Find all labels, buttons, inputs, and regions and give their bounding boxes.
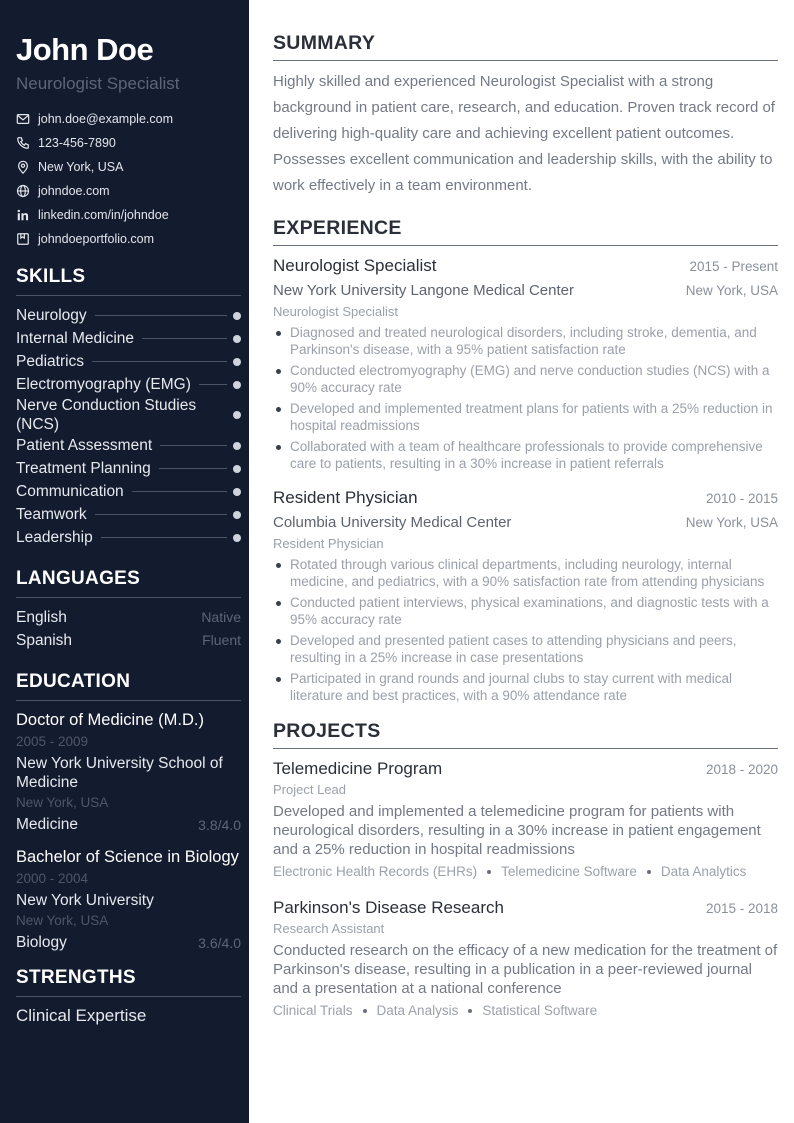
skill-item: [16, 350, 241, 373]
strengths-section: [16, 966, 241, 1027]
skill-label: Neurology: [16, 306, 87, 324]
skill-label: Internal Medicine: [16, 329, 135, 347]
tag-separator-dot: [647, 870, 651, 874]
skill-item: [16, 434, 241, 457]
languages-section: [16, 567, 241, 652]
project-entry: [273, 757, 778, 882]
job-bullet: Diagnosed and treated neurological disorders, including stroke, dementia, and Parkinson's disease, with a 95% patient satisfaction rate: [273, 324, 778, 358]
project-description: Conducted research on the efficacy of a new medication for the treatment of Parkinson's disease, resulting in a publication in a peer-reviewed journal and a presentation at a national conference: [273, 942, 778, 997]
skill-label: Leadership: [16, 528, 93, 546]
job-bullet: Collaborated with a team of healthcare professionals to provide comprehensive care to patients, resulting in a 30% increase in patient referrals: [273, 438, 778, 472]
job-bullet: Rotated through various clinical departments, including neurology, internal medicine, and pediatrics, with a 90% satisfaction rate from attending physicians: [273, 556, 778, 590]
summary-text: Highly skilled and experienced Neurologist Specialist with a strong background in patient care, research, and education. Proven track record of delivering high-quality care and achieving excellent patient outcomes. Possesses excellent communication and leadership skills, with the ability to work effectively in a team environment.: [273, 73, 775, 194]
skill-divider: [101, 537, 227, 538]
skill-divider: [92, 361, 227, 362]
job-entry: [273, 486, 778, 704]
project-tag: Electronic Health Records (EHRs): [273, 864, 478, 879]
job-company: Columbia University Medical Center: [273, 514, 512, 531]
contact-website[interactable]: [16, 179, 241, 203]
education-location: New York, USA: [16, 913, 109, 928]
skill-divider: [159, 468, 227, 469]
projects-section: [273, 718, 778, 1021]
tag-separator-dot: [468, 1009, 472, 1013]
project-dates: 2015 - 2018: [705, 901, 778, 916]
job-bullet: Conducted electromyography (EMG) and nerve conduction studies (NCS) with a 90% accuracy rate: [273, 362, 778, 396]
skill-divider: [95, 514, 227, 515]
project-tag: Telemedicine Software: [501, 864, 637, 879]
skill-label: Treatment Planning: [16, 459, 151, 477]
education-school: New York University: [16, 892, 154, 909]
project-entry: [273, 896, 778, 1021]
job-location: New York, USA: [685, 283, 778, 298]
skill-dot: [233, 465, 241, 473]
skill-dot: [233, 442, 241, 450]
skill-item: [16, 396, 241, 434]
education-school: New York University School of Medicine: [16, 755, 223, 791]
education-field: Biology: [16, 934, 67, 951]
summary-section: [273, 30, 778, 199]
skills-section: [16, 265, 241, 549]
phone-text: 123-456-7890: [38, 136, 116, 150]
skill-dot: [233, 511, 241, 519]
candidate-name: John Doe: [16, 32, 154, 67]
skill-divider: [132, 491, 227, 492]
job-dates: 2010 - 2015: [705, 491, 778, 506]
project-role: Research Assistant: [273, 921, 385, 936]
location-text: New York, USA: [38, 160, 124, 174]
skill-item: [16, 457, 241, 480]
language-level: Native: [201, 609, 241, 625]
skills-heading: SKILLS: [16, 265, 241, 296]
project-tag: Clinical Trials: [273, 1003, 353, 1018]
sidebar: [0, 0, 249, 1123]
education-degree: Doctor of Medicine (M.D.): [16, 711, 204, 729]
education-item: [16, 709, 241, 836]
job-bullets: [273, 556, 778, 704]
skill-dot: [233, 358, 241, 366]
project-role: Project Lead: [273, 782, 346, 797]
education-dates: 2000 - 2004: [16, 871, 89, 886]
education-gpa: 3.8/4.0: [198, 817, 241, 833]
skill-divider: [160, 445, 227, 446]
skill-item: [16, 327, 241, 350]
education-section: [16, 670, 241, 954]
envelope-icon: [16, 112, 30, 126]
main-content: [273, 30, 778, 1035]
education-gpa: 3.6/4.0: [198, 935, 241, 951]
language-item: [16, 606, 241, 629]
skill-divider: [95, 315, 227, 316]
job-bullet: Developed and implemented treatment plans for patients with a 25% reduction in hospital readmissions: [273, 400, 778, 434]
project-tag: Statistical Software: [482, 1003, 598, 1018]
skill-label: Electromyography (EMG): [16, 375, 191, 393]
education-field-row: [16, 814, 241, 836]
project-tag: Data Analysis: [376, 1003, 459, 1018]
linkedin-text: linkedin.com/in/johndoe: [38, 208, 169, 222]
globe-icon: [16, 184, 30, 198]
email-text: john.doe@example.com: [38, 112, 173, 126]
education-location: New York, USA: [16, 795, 109, 810]
education-field-row: [16, 932, 241, 954]
tag-separator-dot: [363, 1009, 367, 1013]
education-heading: EDUCATION: [16, 670, 241, 701]
skill-label: Patient Assessment: [16, 436, 153, 454]
strengths-heading: STRENGTHS: [16, 966, 241, 997]
contact-email[interactable]: [16, 107, 241, 131]
job-role: Resident Physician: [273, 536, 384, 551]
strength-item: Clinical Expertise: [16, 1006, 147, 1025]
languages-heading: LANGUAGES: [16, 567, 241, 598]
skill-divider: [142, 338, 227, 339]
summary-heading: SUMMARY: [273, 30, 778, 61]
job-bullet: Developed and presented patient cases to attending physicians and peers, resulting in a 25% increase in case presentations: [273, 632, 778, 666]
skill-dot: [233, 411, 241, 419]
education-degree: Bachelor of Science in Biology: [16, 848, 239, 866]
language-name: Spanish: [16, 632, 73, 649]
skill-label: Nerve Conduction Studies (NCS): [16, 397, 197, 433]
portfolio-text: johndoeportfolio.com: [38, 232, 155, 246]
skill-item: [16, 503, 241, 526]
experience-section: [273, 215, 778, 704]
education-dates: 2005 - 2009: [16, 734, 89, 749]
skill-label: Pediatrics: [16, 352, 85, 370]
project-dates: 2018 - 2020: [705, 762, 778, 777]
skill-label: Communication: [16, 482, 124, 500]
project-tags: [273, 1000, 778, 1021]
skill-label: Teamwork: [16, 505, 87, 523]
portfolio-icon: [16, 232, 30, 246]
project-tags: [273, 861, 778, 882]
experience-heading: EXPERIENCE: [273, 215, 778, 246]
skill-dot: [233, 488, 241, 496]
job-company: New York University Langone Medical Center: [273, 282, 574, 299]
skill-dot: [233, 381, 241, 389]
skill-item: [16, 526, 241, 549]
skill-dot: [233, 534, 241, 542]
phone-icon: [16, 136, 30, 150]
job-entry: [273, 254, 778, 472]
contact-portfolio[interactable]: [16, 227, 241, 251]
candidate-title: Neurologist Specialist: [16, 74, 180, 93]
language-name: English: [16, 609, 67, 626]
contact-phone[interactable]: [16, 131, 241, 155]
skill-divider: [209, 415, 227, 416]
project-description: Developed and implemented a telemedicine program for patients with neurological disorders, resulting in a 30% increase in patient engagement and a 25% reduction in hospital readmissions: [273, 803, 761, 858]
map-pin-icon: [16, 160, 30, 174]
job-bullet: Conducted patient interviews, physical examinations, and diagnostic tests with a 95% accuracy rate: [273, 594, 778, 628]
skill-item: [16, 304, 241, 327]
skill-item: [16, 480, 241, 503]
job-location: New York, USA: [685, 515, 778, 530]
job-dates: 2015 - Present: [689, 259, 778, 274]
skill-dot: [233, 335, 241, 343]
job-role: Neurologist Specialist: [273, 304, 399, 319]
project-tag: Data Analytics: [660, 864, 747, 879]
job-bullet: Participated in grand rounds and journal clubs to stay current with medical literature and best practices, with a 90% attendance rate: [273, 670, 778, 704]
tag-separator-dot: [487, 870, 491, 874]
contact-linkedin[interactable]: [16, 203, 241, 227]
language-level: Fluent: [202, 632, 241, 648]
skill-dot: [233, 312, 241, 320]
education-item: [16, 846, 241, 954]
skill-divider: [199, 384, 227, 385]
language-item: [16, 629, 241, 652]
project-title: Parkinson's Disease Research: [273, 898, 504, 917]
job-title: Resident Physician: [273, 488, 418, 507]
linkedin-icon: [16, 208, 30, 222]
job-bullets: [273, 324, 778, 472]
education-field: Medicine: [16, 816, 79, 833]
website-text: johndoe.com: [38, 184, 110, 198]
contact-list: [16, 107, 241, 251]
job-title: Neurologist Specialist: [273, 256, 437, 275]
projects-heading: PROJECTS: [273, 718, 778, 749]
contact-location: [16, 155, 241, 179]
project-title: Telemedicine Program: [273, 759, 443, 778]
skill-item: [16, 373, 241, 396]
